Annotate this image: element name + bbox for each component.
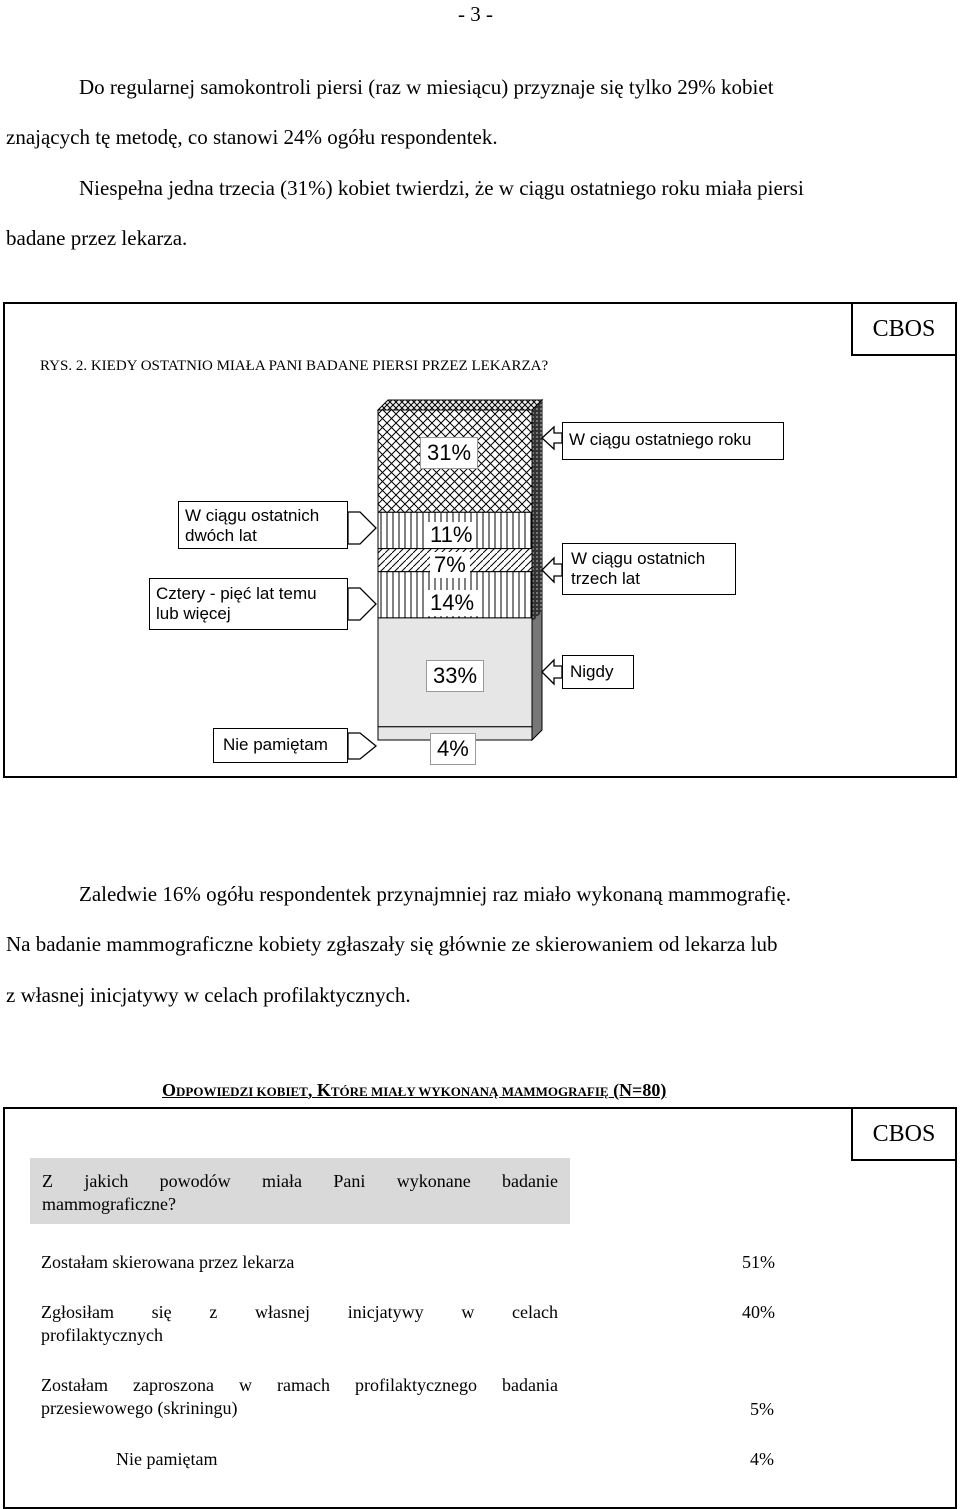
question-line-1: Z jakich powodów miała Pani wykonane badanie: [42, 1171, 558, 1191]
label-14: 14%: [426, 590, 478, 616]
row-2-label-line-1: Zgłosiłam się z własnej inicjatywy w celach: [41, 1302, 558, 1322]
callout-two-years: [178, 501, 348, 549]
row-1-label: Zostałam skierowana przez lekarza: [41, 1252, 295, 1272]
paragraph-1-line-1: Do regularnej samokontroli piersi (raz w miesiącu) przyznaje się tylko 29% kobiet: [79, 75, 774, 99]
paragraph-1-line-2: znających tę metodę, co stanowi 24% ogółu respondentek.: [6, 125, 498, 149]
callout-two-years-line-2: dwóch lat: [185, 526, 257, 545]
callout-four-five: [149, 578, 348, 630]
callout-dont-remember: [213, 728, 348, 763]
paragraph-3-line-2: Na badanie mammograficzne kobiety zgłaszały się głównie ze skierowaniem od lekarza lub: [6, 932, 778, 956]
callout-four-five-line-1: Cztery - pięć lat temu: [156, 584, 317, 603]
row-1-value: 51%: [742, 1252, 775, 1272]
table-row: [41, 1374, 558, 1420]
callout-last-year-text: W ciągu ostatniego roku: [569, 430, 752, 449]
row-2-value: 40%: [742, 1302, 775, 1322]
figure-caption: RYS. 2. KIEDY OSTATNIO MIAŁA PANI BADANE PIERSI PRZEZ LEKARZA?: [40, 358, 549, 374]
table-row: [116, 1448, 217, 1471]
row-3-label-line-2: przesiewowego (skriningu): [41, 1398, 238, 1418]
label-4: 4%: [430, 733, 476, 765]
arrow-three-years: [542, 558, 562, 582]
row-4-label: Nie pamiętam: [116, 1449, 218, 1469]
callout-never: [562, 655, 634, 689]
question-header: [30, 1158, 570, 1224]
callout-three-years-line-2: trzech lat: [571, 569, 640, 588]
table-row: [41, 1301, 558, 1347]
label-7: 7%: [430, 552, 470, 578]
row-2-label-line-2: profilaktycznych: [41, 1325, 163, 1345]
callout-last-year: [562, 422, 784, 460]
label-31: 31%: [420, 437, 478, 469]
row-3-label-line-1: Zostałam zaproszona w ramach profilaktycznego badania: [41, 1375, 558, 1395]
paragraph-3-line-1: Zaledwie 16% ogółu respondentek przynajmniej raz miało wykonaną mammografię.: [79, 882, 792, 906]
paragraph-3-line-3: z własnej inicjatywy w celach profilaktycznych.: [6, 983, 411, 1007]
cbos-logo: CBOS: [851, 302, 957, 356]
row-3-value: 5%: [750, 1399, 774, 1419]
table-title: ODPOWIEDZI KOBIET, KTÓRE MIAŁY WYKONANĄ MAMMOGRAFIĘ (N=80): [162, 1080, 667, 1100]
arrow-four-five: [348, 588, 376, 620]
bar-top-face: [378, 400, 542, 410]
arrow-never: [542, 660, 562, 684]
callout-four-five-line-2: lub więcej: [156, 604, 231, 623]
label-11: 11%: [426, 522, 476, 548]
arrow-two-years: [348, 512, 376, 544]
question-line-2: mammograficzne?: [42, 1194, 176, 1214]
paragraph-2-line-1: Niespełna jedna trzecia (31%) kobiet twierdzi, że w ciągu ostatniego roku miała piersi: [79, 176, 804, 200]
row-4-value: 4%: [750, 1449, 774, 1469]
callout-three-years: [562, 543, 736, 595]
arrow-dont-remember: [348, 733, 376, 759]
paragraph-2-line-2: badane przez lekarza.: [6, 226, 188, 250]
callout-three-years-line-1: W ciągu ostatnich: [571, 549, 706, 568]
bar-side-upper: [532, 400, 542, 622]
callout-dont-remember-text: Nie pamiętam: [223, 735, 328, 754]
table-cbos-logo: CBOS: [851, 1107, 957, 1161]
page-number: - 3 -: [458, 2, 493, 26]
callout-never-text: Nigdy: [570, 662, 614, 681]
table-row: [41, 1251, 558, 1274]
label-33: 33%: [426, 660, 484, 692]
arrow-last-year: [542, 427, 562, 449]
callout-two-years-line-1: W ciągu ostatnich: [185, 506, 320, 525]
